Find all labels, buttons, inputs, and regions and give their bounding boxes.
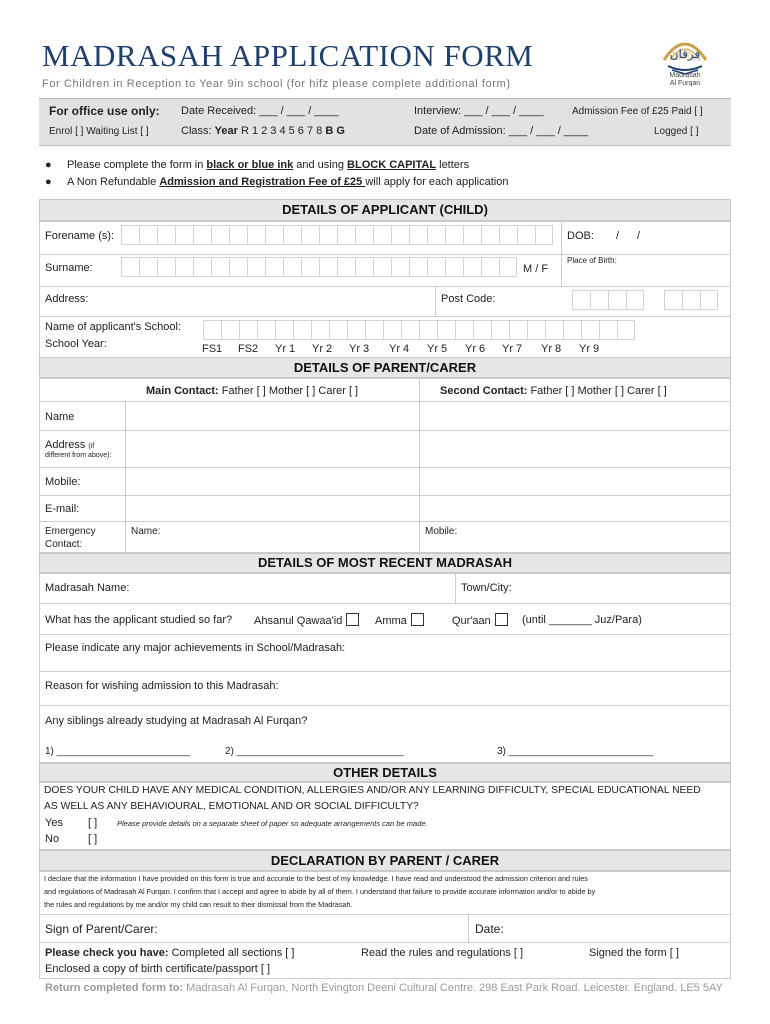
date-admission-field[interactable]: Date of Admission: ___ / ___ / ____	[414, 125, 589, 137]
sibling-1-field[interactable]: 1) ________________________	[45, 746, 191, 757]
class-label: Class:	[181, 125, 212, 137]
year-option-fs1[interactable]: FS1	[202, 343, 223, 355]
checklist-heading: Please check you have:	[45, 947, 169, 959]
year-option-yr6[interactable]: Yr 6	[465, 343, 486, 355]
form-title: MADRASAH APPLICATION FORM	[42, 38, 534, 73]
text: letters	[436, 159, 470, 171]
office-heading: For office use only:	[49, 104, 160, 118]
bullet-icon: ●	[45, 176, 52, 188]
office-use-panel	[39, 98, 731, 146]
yes-label: Yes	[45, 817, 63, 829]
instruction-2	[45, 174, 508, 191]
checkbox-icon[interactable]	[411, 613, 424, 626]
class-field[interactable]	[181, 125, 345, 137]
dob-separator: /	[637, 230, 641, 242]
year-option-fs2[interactable]: FS2	[238, 343, 259, 355]
second-contact-options: Father [ ] Mother [ ] Carer [ ]	[527, 385, 667, 397]
madrasah-box	[39, 573, 731, 763]
year-option-yr4[interactable]: Yr 4	[389, 343, 410, 355]
emergency-label-1: Emergency	[45, 526, 96, 537]
checklist-item: Completed all sections [ ]	[168, 947, 295, 959]
class-values: R 1 2 3 4 5 6 7 8	[240, 125, 323, 137]
footer-return-address	[45, 982, 723, 994]
option-label: Qur'aan	[452, 615, 491, 627]
year-option-yr9[interactable]: Yr 9	[579, 343, 600, 355]
dob-label: DOB:	[567, 230, 594, 242]
declaration-text-1: I declare that the information I have provided on this form is true and accurate to the best of my knowledge. I have read and understood the admission criterion and rules	[44, 874, 588, 883]
footer-address: Madrasah Al Furqan, North Evington Deeni Cultural Centre. 298 East Park Road. Leicester. England. LE5 5AY	[183, 982, 723, 994]
sibling-3-field[interactable]: 3) __________________________	[497, 746, 654, 757]
date-label: Date:	[475, 922, 504, 936]
year-option-yr7[interactable]: Yr 7	[502, 343, 523, 355]
studied-option-ahsanul[interactable]	[254, 613, 359, 627]
madrasah-town-label: Town/City:	[461, 582, 512, 594]
main-contact-label: Main Contact:	[146, 385, 219, 397]
surname-input[interactable]	[121, 257, 517, 277]
school-year-label: School Year:	[45, 338, 107, 350]
caps-emphasis: BLOCK CAPITAL	[347, 159, 437, 171]
declaration-text-3: the rules and regulations by me and/or my child can result to their dismissal from the Madrasah.	[44, 900, 353, 909]
text: Please complete the form in	[67, 159, 207, 171]
footer-label: Return completed form to:	[45, 982, 184, 994]
checklist-birth-certificate[interactable]: Enclosed a copy of birth certificate/passport [ ]	[45, 963, 271, 975]
yes-checkbox[interactable]: [ ]	[88, 817, 98, 829]
siblings-label: Any siblings already studying at Madrasah Al Furqan?	[45, 715, 308, 727]
parent-address-label	[45, 439, 94, 451]
checklist-completed[interactable]	[45, 947, 294, 959]
postcode-label: Post Code:	[441, 293, 496, 305]
bullet-icon: ●	[45, 159, 52, 171]
section-other-heading: OTHER DETAILS	[39, 763, 731, 782]
dob-separator: /	[616, 230, 620, 242]
class-bg: B G	[325, 125, 345, 137]
studied-label: What has the applicant studied so far?	[45, 614, 233, 626]
admission-fee-field[interactable]: Admission Fee of £25 Paid [ ]	[572, 106, 703, 117]
ink-emphasis: black or blue ink	[206, 159, 294, 171]
checklist-signed[interactable]: Signed the form [ ]	[589, 947, 679, 959]
form-subtitle: For Children in Reception to Year 9in school (for hifz please complete additional form)	[42, 78, 511, 90]
checklist-rules[interactable]: Read the rules and regulations [ ]	[361, 947, 524, 959]
logo-text-line2: Al Furqan	[669, 80, 701, 87]
signature-label: Sign of Parent/Carer:	[45, 922, 158, 936]
declaration-text-2: and regulations of Madrasah Al Furqan. I confirm that I accept and agree to abide by all of them. I understand that failure to provide accurate information and/or to abide by	[44, 887, 596, 896]
postcode-input-1[interactable]	[572, 290, 644, 310]
parent-mobile-label: Mobile:	[45, 476, 81, 488]
logo-icon	[650, 30, 720, 78]
section-madrasah-heading: DETAILS OF MOST RECENT MADRASAH	[39, 553, 731, 573]
instruction-1	[45, 157, 508, 174]
medical-note: Please provide details on a separate sheet of paper so adequate arrangements can be made.	[117, 819, 428, 828]
emergency-mobile-label: Mobile:	[425, 526, 458, 537]
class-year-label: Year	[214, 125, 238, 137]
no-checkbox[interactable]: [ ]	[88, 833, 98, 845]
text: will apply for each application	[365, 176, 509, 188]
main-contact-options: Father [ ] Mother [ ] Carer [ ]	[218, 385, 359, 397]
madrasah-name-label: Madrasah Name:	[45, 582, 130, 594]
text: A Non Refundable	[67, 176, 160, 188]
year-option-yr3[interactable]: Yr 3	[349, 343, 370, 355]
parent-email-label: E-mail:	[45, 503, 80, 515]
medical-question-line2: AS WELL AS ANY BEHAVIOURAL, EMOTIONAL AND OR SOCIAL DIFFICULTY?	[44, 801, 419, 812]
address-label: Address	[45, 439, 86, 451]
interview-field[interactable]: Interview: ___ / ___ / ____	[414, 105, 544, 117]
forename-label: Forename (s):	[45, 230, 115, 242]
surname-label: Surname:	[45, 262, 93, 274]
parent-name-label: Name	[45, 411, 75, 423]
section-parent-heading: DETAILS OF PARENT/CARER	[39, 357, 731, 378]
instructions-list	[45, 157, 508, 191]
main-contact-field[interactable]	[146, 385, 358, 397]
madrasah-logo	[650, 30, 720, 92]
date-received-field[interactable]: Date Received: ___ / ___ / ____	[181, 105, 339, 117]
studied-option-quraan[interactable]	[452, 613, 508, 627]
option-label: Ahsanul Qawaa'id	[254, 615, 343, 627]
medical-question-line1: DOES YOUR CHILD HAVE ANY MEDICAL CONDITION, ALLERGIES AND/OR ANY LEARNING DIFFICULTY, SPECIAL EDUCATIONAL NEED	[44, 785, 701, 796]
forename-input[interactable]	[121, 225, 553, 245]
year-option-yr1[interactable]: Yr 1	[275, 343, 296, 355]
checkbox-icon[interactable]	[346, 613, 359, 626]
emergency-label-2: Contact:	[45, 539, 83, 550]
address-note: (if	[88, 443, 95, 450]
achievements-label: Please indicate any major achievements in School/Madrasah:	[45, 642, 346, 654]
logged-field[interactable]: Logged [ ]	[654, 126, 699, 137]
school-name-input[interactable]	[203, 320, 635, 340]
postcode-input-2[interactable]	[664, 290, 718, 310]
until-juz-field[interactable]: (until _______ Juz/Para)	[522, 614, 642, 626]
year-option-yr8[interactable]: Yr 8	[541, 343, 562, 355]
reason-label: Reason for wishing admission to this Madrasah:	[45, 680, 279, 692]
enrol-waiting-field[interactable]: Enrol [ ] Waiting List [ ]	[49, 126, 149, 137]
option-label: Amma	[375, 615, 407, 627]
no-label: No	[45, 833, 60, 845]
sibling-2-field[interactable]: 2) ______________________________	[225, 746, 404, 757]
second-contact-label: Second Contact:	[440, 385, 528, 397]
year-option-yr2[interactable]: Yr 2	[312, 343, 333, 355]
checkbox-icon[interactable]	[495, 613, 508, 626]
year-option-yr5[interactable]: Yr 5	[427, 343, 448, 355]
svg-text:ﻓﺮﻗﺎﻥ: ﻓﺮﻗﺎﻥ	[669, 47, 701, 61]
address-label: Address:	[45, 293, 89, 305]
section-applicant-heading: DETAILS OF APPLICANT (CHILD)	[39, 199, 731, 221]
logo-text-line1: Madrasah	[669, 72, 701, 79]
section-declaration-heading: DECLARATION BY PARENT / CARER	[39, 850, 731, 871]
studied-option-amma[interactable]	[375, 613, 424, 627]
gender-field[interactable]: M / F	[523, 263, 549, 275]
place-of-birth-label: Place of Birth:	[567, 256, 617, 265]
school-name-label: Name of applicant's School:	[45, 321, 182, 333]
second-contact-field[interactable]	[440, 385, 667, 397]
fee-emphasis: Admission and Registration Fee of £25	[159, 176, 366, 188]
text: and using	[293, 159, 348, 171]
address-note-2: different from above):	[45, 452, 112, 459]
emergency-name-label: Name:	[131, 526, 161, 537]
